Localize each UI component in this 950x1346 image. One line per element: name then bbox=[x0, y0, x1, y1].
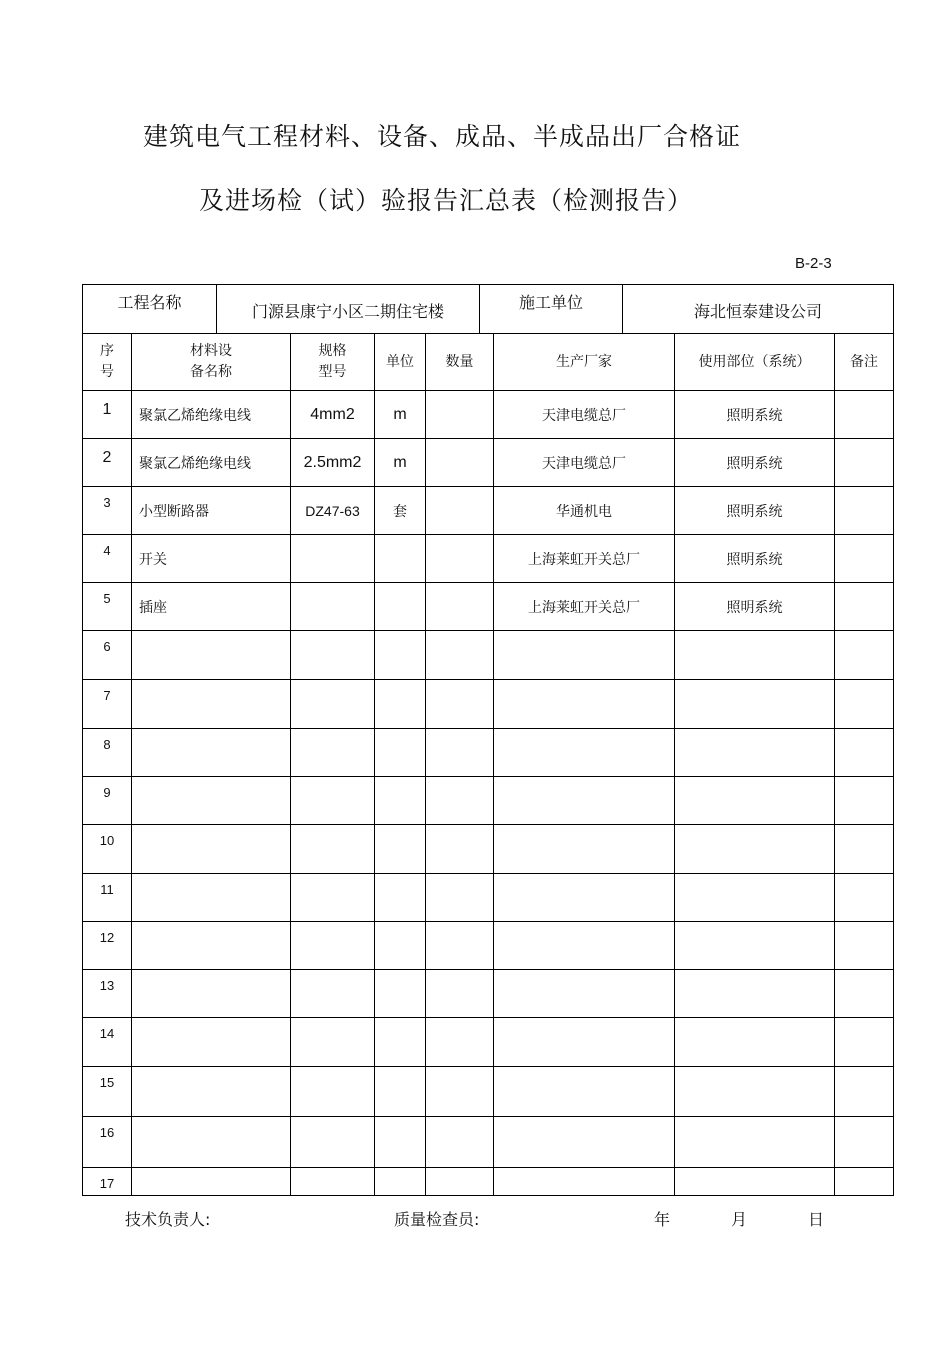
row-remark-cell bbox=[835, 777, 894, 825]
row-spec-cell bbox=[291, 777, 375, 825]
row-spec-cell bbox=[291, 1067, 375, 1117]
row-maker-cell bbox=[494, 1168, 675, 1196]
table-row bbox=[83, 1117, 894, 1168]
row-qty-cell bbox=[426, 970, 494, 1018]
row-seq-cell: 11 bbox=[83, 874, 132, 922]
row-remark-cell bbox=[835, 729, 894, 777]
row-maker-cell: 天津电缆总厂 bbox=[494, 439, 675, 487]
row-unit-cell bbox=[375, 680, 426, 729]
row-location-cell bbox=[675, 970, 835, 1018]
row-qty-cell bbox=[426, 777, 494, 825]
row-spec-cell bbox=[291, 631, 375, 680]
col-unit-header: 单位 bbox=[375, 334, 426, 391]
row-material-name-cell bbox=[132, 729, 291, 777]
row-qty-cell bbox=[426, 1018, 494, 1067]
row-unit-cell bbox=[375, 1117, 426, 1168]
row-maker-cell bbox=[494, 922, 675, 970]
date-year-label: 年 bbox=[654, 1210, 671, 1229]
date-month-label: 月 bbox=[731, 1210, 748, 1229]
row-location-cell: 照明系统 bbox=[675, 487, 835, 535]
row-seq-cell: 15 bbox=[83, 1067, 132, 1117]
col-seq-header-line1: 序 bbox=[100, 343, 114, 359]
row-seq-cell: 17 bbox=[83, 1168, 132, 1196]
row-location-cell bbox=[675, 1168, 835, 1196]
col-qty-header: 数量 bbox=[426, 334, 494, 391]
row-remark-cell bbox=[835, 922, 894, 970]
row-material-name-cell bbox=[132, 1117, 291, 1168]
row-maker-cell: 上海莱虹开关总厂 bbox=[494, 583, 675, 631]
inspector-label: 质量检查员: bbox=[394, 1210, 480, 1229]
row-spec-cell: 2.5mm2 bbox=[291, 439, 375, 487]
row-qty-cell bbox=[426, 391, 494, 439]
row-spec-cell bbox=[291, 729, 375, 777]
row-location-cell: 照明系统 bbox=[675, 391, 835, 439]
table-row bbox=[83, 680, 894, 729]
table-row bbox=[83, 487, 894, 535]
row-material-name-cell bbox=[132, 970, 291, 1018]
row-qty-cell bbox=[426, 631, 494, 680]
row-material-name-cell: 插座 bbox=[132, 583, 291, 631]
row-remark-cell bbox=[835, 1018, 894, 1067]
col-material-header-line2: 备名称 bbox=[190, 364, 232, 380]
row-remark-cell bbox=[835, 970, 894, 1018]
row-remark-cell bbox=[835, 487, 894, 535]
row-unit-cell bbox=[375, 1067, 426, 1117]
row-maker-cell bbox=[494, 777, 675, 825]
row-maker-cell bbox=[494, 825, 675, 874]
row-material-name-cell bbox=[132, 874, 291, 922]
row-seq-cell: 4 bbox=[83, 535, 132, 583]
row-qty-cell bbox=[426, 729, 494, 777]
row-location-cell bbox=[675, 729, 835, 777]
row-unit-cell bbox=[375, 1018, 426, 1067]
contractor-value: 海北恒泰建设公司 bbox=[623, 285, 894, 334]
row-spec-cell bbox=[291, 535, 375, 583]
row-maker-cell bbox=[494, 874, 675, 922]
table-row bbox=[83, 631, 894, 680]
col-maker-header: 生产厂家 bbox=[494, 334, 675, 391]
row-maker-cell bbox=[494, 1018, 675, 1067]
col-material-header-line1: 材料设 bbox=[190, 343, 232, 359]
row-remark-cell bbox=[835, 825, 894, 874]
row-unit-cell bbox=[375, 970, 426, 1018]
project-name-value: 门源县康宁小区二期住宅楼 bbox=[217, 285, 480, 334]
row-material-name-cell bbox=[132, 1018, 291, 1067]
row-unit-cell: m bbox=[375, 391, 426, 439]
row-spec-cell: 4mm2 bbox=[291, 391, 375, 439]
row-remark-cell bbox=[835, 1067, 894, 1117]
row-material-name-cell bbox=[132, 922, 291, 970]
row-qty-cell bbox=[426, 487, 494, 535]
row-unit-cell bbox=[375, 729, 426, 777]
row-seq-cell: 1 bbox=[83, 391, 132, 439]
row-seq-cell: 14 bbox=[83, 1018, 132, 1067]
row-unit-cell bbox=[375, 1168, 426, 1196]
row-unit-cell bbox=[375, 631, 426, 680]
row-spec-cell bbox=[291, 1018, 375, 1067]
table-row bbox=[83, 825, 894, 874]
table-row bbox=[83, 874, 894, 922]
row-location-cell bbox=[675, 1117, 835, 1168]
row-remark-cell bbox=[835, 680, 894, 729]
table-row bbox=[83, 439, 894, 487]
row-unit-cell bbox=[375, 583, 426, 631]
row-qty-cell bbox=[426, 1067, 494, 1117]
row-seq-cell: 9 bbox=[83, 777, 132, 825]
row-remark-cell bbox=[835, 583, 894, 631]
row-seq-cell: 8 bbox=[83, 729, 132, 777]
form-code: B-2-3 bbox=[795, 255, 832, 272]
row-unit-cell: m bbox=[375, 439, 426, 487]
row-maker-cell bbox=[494, 631, 675, 680]
table-row bbox=[83, 391, 894, 439]
table-row bbox=[83, 535, 894, 583]
col-material-header bbox=[132, 334, 291, 391]
document-title-line2: 及进场检（试）验报告汇总表（检测报告） bbox=[199, 186, 694, 215]
row-remark-cell bbox=[835, 1168, 894, 1196]
row-unit-cell bbox=[375, 535, 426, 583]
row-location-cell: 照明系统 bbox=[675, 583, 835, 631]
row-material-name-cell bbox=[132, 777, 291, 825]
row-location-cell bbox=[675, 922, 835, 970]
row-spec-cell bbox=[291, 874, 375, 922]
table-row bbox=[83, 1067, 894, 1117]
table-row bbox=[83, 1168, 894, 1196]
row-spec-cell bbox=[291, 1168, 375, 1196]
row-qty-cell bbox=[426, 535, 494, 583]
col-seq-header-line2: 号 bbox=[100, 364, 114, 380]
table-row bbox=[83, 970, 894, 1018]
row-unit-cell: 套 bbox=[375, 487, 426, 535]
document-title-line1: 建筑电气工程材料、设备、成品、半成品出厂合格证 bbox=[143, 122, 742, 151]
row-material-name-cell: 聚氯乙烯绝缘电线 bbox=[132, 439, 291, 487]
row-spec-cell bbox=[291, 680, 375, 729]
row-qty-cell bbox=[426, 439, 494, 487]
row-unit-cell bbox=[375, 777, 426, 825]
col-seq-header bbox=[83, 334, 132, 391]
date-day-label: 日 bbox=[808, 1210, 825, 1229]
col-spec-header-line2: 型号 bbox=[318, 364, 347, 380]
row-maker-cell: 上海莱虹开关总厂 bbox=[494, 535, 675, 583]
row-unit-cell bbox=[375, 874, 426, 922]
row-maker-cell bbox=[494, 1117, 675, 1168]
row-spec-cell bbox=[291, 970, 375, 1018]
row-maker-cell: 天津电缆总厂 bbox=[494, 391, 675, 439]
row-maker-cell bbox=[494, 729, 675, 777]
row-seq-cell: 13 bbox=[83, 970, 132, 1018]
row-spec-cell bbox=[291, 825, 375, 874]
tech-lead-label: 技术负责人: bbox=[125, 1210, 211, 1229]
col-location-header: 使用部位（系统） bbox=[675, 334, 835, 391]
row-seq-cell: 6 bbox=[83, 631, 132, 680]
materials-table bbox=[82, 333, 894, 1196]
row-remark-cell bbox=[835, 391, 894, 439]
table-row bbox=[83, 777, 894, 825]
row-remark-cell bbox=[835, 439, 894, 487]
row-location-cell bbox=[675, 1018, 835, 1067]
row-unit-cell bbox=[375, 922, 426, 970]
row-maker-cell bbox=[494, 1067, 675, 1117]
row-material-name-cell bbox=[132, 631, 291, 680]
project-info-table bbox=[82, 284, 894, 334]
row-spec-cell bbox=[291, 922, 375, 970]
row-location-cell bbox=[675, 1067, 835, 1117]
row-seq-cell: 16 bbox=[83, 1117, 132, 1168]
row-remark-cell bbox=[835, 1117, 894, 1168]
row-material-name-cell bbox=[132, 1067, 291, 1117]
row-seq-cell: 2 bbox=[83, 439, 132, 487]
row-location-cell bbox=[675, 777, 835, 825]
row-qty-cell bbox=[426, 1117, 494, 1168]
row-location-cell: 照明系统 bbox=[675, 439, 835, 487]
col-spec-header-line1: 规格 bbox=[318, 343, 347, 359]
row-remark-cell bbox=[835, 874, 894, 922]
contractor-label: 施工单位 bbox=[480, 285, 623, 334]
row-material-name-cell bbox=[132, 825, 291, 874]
row-qty-cell bbox=[426, 874, 494, 922]
row-seq-cell: 12 bbox=[83, 922, 132, 970]
row-maker-cell bbox=[494, 680, 675, 729]
row-material-name-cell: 聚氯乙烯绝缘电线 bbox=[132, 391, 291, 439]
row-maker-cell bbox=[494, 970, 675, 1018]
col-remark-header: 备注 bbox=[835, 334, 894, 391]
row-location-cell bbox=[675, 825, 835, 874]
row-material-name-cell: 开关 bbox=[132, 535, 291, 583]
row-material-name-cell bbox=[132, 1168, 291, 1196]
project-name-label: 工程名称 bbox=[83, 285, 217, 334]
row-qty-cell bbox=[426, 1168, 494, 1196]
row-spec-cell bbox=[291, 1117, 375, 1168]
row-remark-cell bbox=[835, 535, 894, 583]
col-spec-header bbox=[291, 334, 375, 391]
row-spec-cell bbox=[291, 583, 375, 631]
table-row bbox=[83, 1018, 894, 1067]
row-seq-cell: 10 bbox=[83, 825, 132, 874]
table-row bbox=[83, 922, 894, 970]
row-seq-cell: 7 bbox=[83, 680, 132, 729]
table-header-row bbox=[83, 334, 894, 391]
row-qty-cell bbox=[426, 680, 494, 729]
row-maker-cell: 华通机电 bbox=[494, 487, 675, 535]
row-seq-cell: 3 bbox=[83, 487, 132, 535]
row-material-name-cell bbox=[132, 680, 291, 729]
row-material-name-cell: 小型断路器 bbox=[132, 487, 291, 535]
table-row bbox=[83, 729, 894, 777]
row-location-cell bbox=[675, 680, 835, 729]
row-location-cell bbox=[675, 874, 835, 922]
row-qty-cell bbox=[426, 583, 494, 631]
row-location-cell bbox=[675, 631, 835, 680]
row-remark-cell bbox=[835, 631, 894, 680]
row-location-cell: 照明系统 bbox=[675, 535, 835, 583]
row-qty-cell bbox=[426, 922, 494, 970]
row-spec-cell: DZ47-63 bbox=[291, 487, 375, 535]
row-seq-cell: 5 bbox=[83, 583, 132, 631]
table-row bbox=[83, 583, 894, 631]
row-qty-cell bbox=[426, 825, 494, 874]
row-unit-cell bbox=[375, 825, 426, 874]
